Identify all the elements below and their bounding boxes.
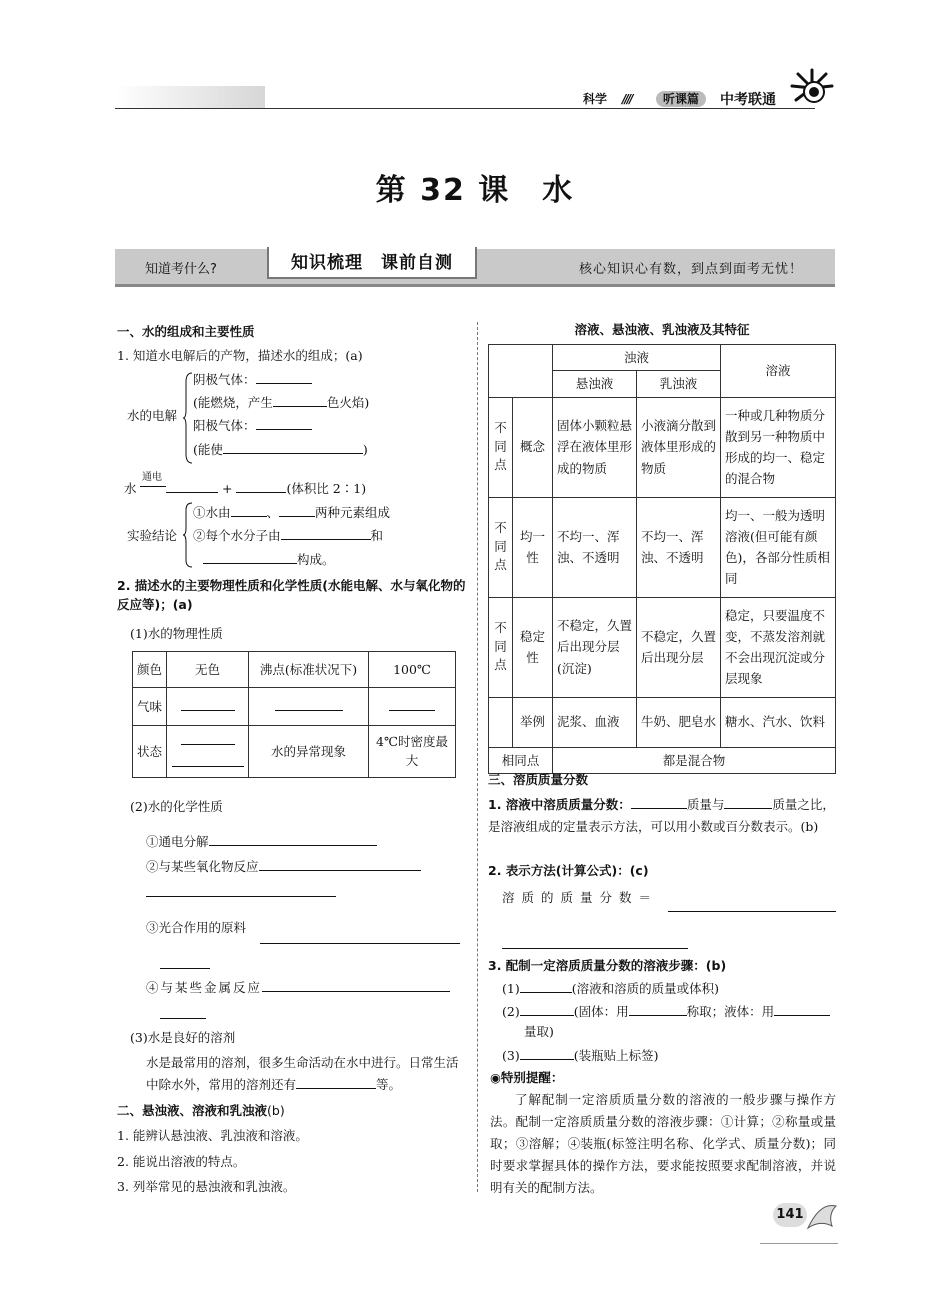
band-middle: 知识梳理 课前自测 — [267, 247, 477, 279]
chem-4: ④与某些金属反应 — [146, 980, 263, 995]
cell: 固体小颗粒悬浮在液体里形成的物质 — [553, 397, 637, 497]
cell: 糖水、汽水、饮料 — [721, 697, 836, 747]
blank-line — [502, 948, 688, 949]
equation-ratio: (体积比 2∶1) — [286, 481, 367, 496]
header-subject: 科学 — [583, 92, 608, 106]
anode-note-b: ) — [362, 442, 368, 457]
conc-2a: ②每个水分子由 — [193, 528, 281, 543]
s1-heading: 一、水的组成和主要性质 — [117, 324, 255, 339]
cell: 4℃时密度最大 — [369, 726, 456, 778]
cell: 牛奶、肥皂水 — [637, 697, 721, 747]
s3-p1c: 质量之比，是溶液组成的定量表示方法，可以用小数或百分数表示。(b) — [488, 797, 835, 834]
band-left: 知道考什么? — [145, 262, 217, 277]
cathode-note-a: (能燃烧，产生 — [193, 395, 273, 410]
cell: 不同点 — [489, 597, 513, 697]
band-right: 核心知识心有数，到点到面考无忧！ — [578, 262, 803, 277]
step-2a: (固体：用 — [573, 1004, 629, 1019]
step-label: (2) — [502, 1004, 520, 1019]
s1-p1: 1. 知道水电解后的产物，描述水的组成；(a) — [117, 348, 363, 363]
blank-line — [668, 911, 836, 912]
cathode-note-b: 色火焰) — [326, 395, 370, 410]
mixtures-table — [488, 344, 836, 774]
tip-text: 了解配制一定溶质质量分数的溶液的一般步骤与操作方法。配制一定溶质质量分数的溶液步骤：①计算；②称量或量取；③溶解；④装瓶(标签注明名称、化学式、质量分数)；同时要求掌握具体的操作方法，要求能按照要求配制溶液，并说明有关的配制方法。 — [490, 1092, 836, 1195]
table-caption: 溶液、悬浊液、乳浊液及其特征 — [574, 322, 750, 337]
s3-p2: 2. 表示方法(计算公式)：(c) — [488, 863, 649, 878]
chem-3: ③光合作用的原料 — [146, 920, 247, 935]
s2-item: 3. 列举常见的悬浊液和乳浊液。 — [117, 1179, 296, 1194]
cell: 状态 — [133, 726, 167, 778]
equation-water: 水 — [124, 481, 137, 496]
step-1: (溶液和溶质的质量或体积) — [571, 981, 719, 996]
solvent-text: 水是最常用的溶剂，很多生命活动在水中进行。日常生活中除水外，常用的溶剂还有 — [146, 1055, 459, 1092]
cell: 稳定，只要温度不变，不蒸发溶剂就不会出现沉淀或分层现象 — [721, 597, 836, 697]
cell: 乳浊液 — [637, 371, 721, 397]
electrolysis-label: 水的电解 — [127, 408, 178, 423]
cell: 不均一、浑浊、不透明 — [553, 497, 637, 597]
blank-line — [146, 896, 336, 897]
cell: 举例 — [513, 697, 553, 747]
equation-plus: + — [221, 481, 233, 496]
s3-p3: 3. 配制一定溶质质量分数的溶液步骤：(b) — [488, 958, 727, 973]
cell: 相同点 — [489, 747, 553, 773]
equation-arrow — [140, 486, 166, 487]
section-band — [115, 249, 835, 287]
chem-2: ②与某些氧化物反应 — [146, 859, 259, 874]
step-label: (1) — [502, 981, 520, 996]
cell: 溶液 — [721, 345, 836, 398]
s2-item: 2. 能说出溶液的特点。 — [117, 1154, 246, 1169]
cell: 悬浊液 — [553, 371, 637, 397]
anode-note-a: (能使 — [193, 442, 223, 457]
s2-item: 1. 能辨认悬浊液、乳浊液和溶液。 — [117, 1128, 308, 1143]
cell: 沸点(标准状况下) — [249, 652, 369, 688]
sun-logo-icon — [788, 66, 836, 110]
s3-heading: 三、溶质质量分数 — [488, 772, 589, 787]
step-2c: 量取) — [524, 1024, 554, 1039]
page-title: 第 32 课 水 — [375, 173, 575, 208]
physical-properties-table — [132, 651, 456, 778]
cell: 水的异常现象 — [249, 726, 369, 778]
blank-line — [160, 968, 210, 969]
solvent-end: 等。 — [376, 1076, 402, 1092]
step-label: (3) — [502, 1048, 520, 1063]
page-curl-icon — [806, 1200, 838, 1234]
header-tag: 听课篇 — [656, 91, 706, 107]
conc-2b: 和 — [370, 528, 384, 543]
cell: 无色 — [167, 652, 249, 688]
conc-1c: 两种元素组成 — [315, 505, 391, 520]
tip-title: ◉特别提醒： — [490, 1070, 564, 1085]
cell: 不同点 — [489, 397, 513, 497]
equation-condition: 通电 — [142, 472, 162, 483]
cell: 颜色 — [133, 652, 167, 688]
s2-level: (b) — [267, 1103, 285, 1118]
cell: 不均一、浑浊、不透明 — [637, 497, 721, 597]
page-number: 141 — [773, 1203, 807, 1227]
cell: 均一性 — [513, 497, 553, 597]
s1-sub1: (1)水的物理性质 — [130, 626, 223, 641]
column-divider — [477, 322, 478, 1192]
chem-1: ①通电分解 — [146, 834, 209, 849]
conc-1b: 、 — [266, 505, 280, 520]
blank-line — [160, 1018, 206, 1019]
step-2b: 称取；液体：用 — [686, 1004, 775, 1019]
cell: 不同点 — [489, 497, 513, 597]
s2-heading: 二、悬浊液、溶液和乳浊液 — [117, 1103, 268, 1118]
cell: 小液滴分散到液体里形成的物质 — [637, 397, 721, 497]
cell: 概念 — [513, 397, 553, 497]
header-slash-icon: //// — [622, 92, 632, 106]
cell: 都是混合物 — [553, 747, 836, 773]
cell: 浊液 — [553, 345, 721, 371]
s1-sub2: (2)水的化学性质 — [130, 799, 223, 814]
s1-p2: 2. 描述水的主要物理性质和化学性质(水能电解、水与氧化物的反应等)；(a) — [117, 578, 466, 613]
conclusion-label: 实验结论 — [127, 528, 178, 543]
s3-p1a: 1. 溶液中溶质质量分数： — [488, 797, 631, 812]
header-rule — [115, 108, 815, 109]
cell: 均一、一般为透明溶液(但可能有颜色)，各部分性质相同 — [721, 497, 836, 597]
cell: 100℃ — [369, 652, 456, 688]
s3-p1b: 质量与 — [686, 797, 725, 812]
anode-gas: 阳极气体： — [193, 418, 256, 433]
s1-sub3: (3)水是良好的溶剂 — [130, 1030, 236, 1045]
cell: 泥浆、血液 — [553, 697, 637, 747]
cell: 气味 — [133, 688, 167, 726]
conc-2c: 构成。 — [297, 552, 335, 567]
cathode-gas: 阴极气体： — [193, 372, 256, 387]
cell: 一种或几种物质分散到另一种物质中形成的均一、稳定的混合物 — [721, 397, 836, 497]
cell: 稳定性 — [513, 597, 553, 697]
brace-icon — [183, 372, 193, 464]
cell: 不稳定，久置后出现分层 — [637, 597, 721, 697]
cell: 不稳定，久置后出现分层(沉淀) — [553, 597, 637, 697]
formula: 溶质的质量分数＝ — [502, 890, 659, 905]
footer-rule — [760, 1243, 838, 1244]
conc-1a: ①水由 — [193, 505, 231, 520]
brace-icon — [183, 502, 193, 568]
step-3: (装瓶贴上标签) — [573, 1048, 659, 1063]
header-shade — [115, 86, 265, 108]
header-brand: 中考联通 — [720, 92, 776, 108]
blank-line — [260, 943, 460, 944]
